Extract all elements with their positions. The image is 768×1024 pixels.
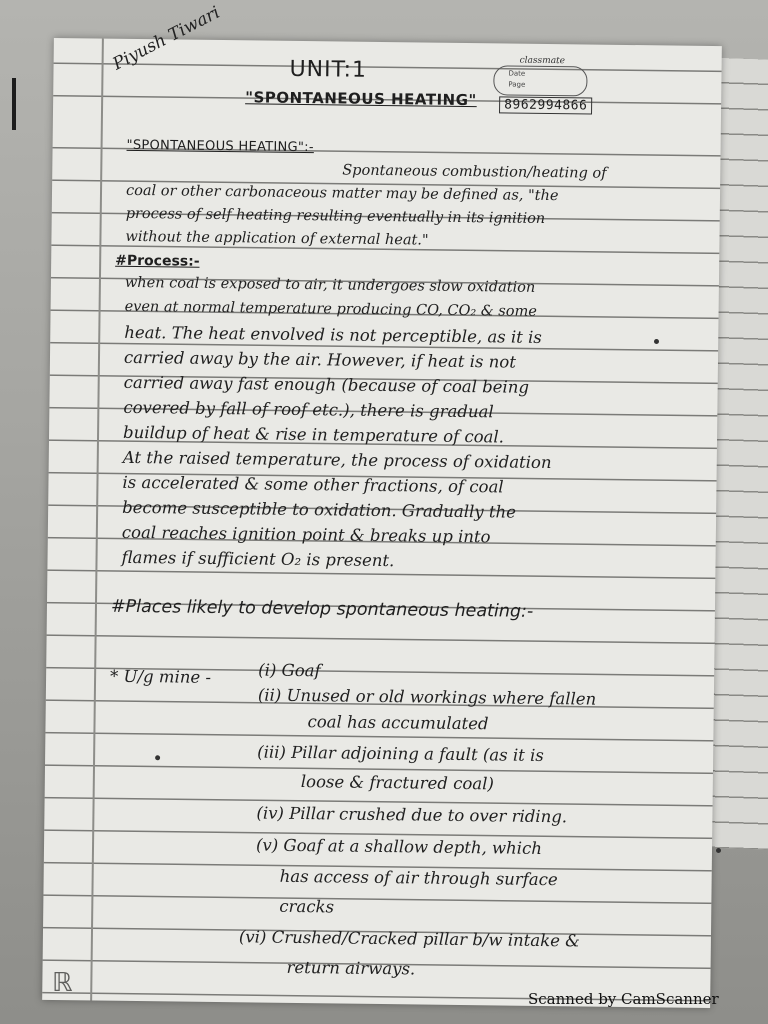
camscanner-logo-icon: ℝ xyxy=(52,968,73,998)
places-item: has access of air through surface xyxy=(279,866,558,890)
unit-heading: UNIT:1 xyxy=(289,56,368,83)
process-line: buildup of heat & rise in temperature of coal. xyxy=(122,422,505,447)
notebook-page xyxy=(42,2,722,1008)
notebook-spine-mark xyxy=(12,78,16,130)
process-line: carried away fast enough (because of coal being xyxy=(123,372,530,397)
underground-mine-label: * U/g mine - xyxy=(109,666,212,687)
places-item: (iv) Pillar crushed due to over riding. xyxy=(256,803,568,827)
process-line: is accelerated & some other fractions, of coal xyxy=(122,472,504,497)
places-item: (v) Goaf at a shallow depth, which xyxy=(255,835,543,858)
definition-line: coal or other carbonaceous matter may be defined as, "the xyxy=(125,182,559,205)
process-line: become susceptible to oxidation. Gradually the xyxy=(122,497,517,522)
process-line: even at normal temperature producing CO, CO₂ & some xyxy=(124,298,537,320)
page-margin-line xyxy=(90,39,103,1001)
definition-line: process of self heating resulting eventually in its ignition xyxy=(125,205,546,227)
definition-line: Spontaneous combustion/heating of xyxy=(342,162,607,182)
process-line: At the raised temperature, the process of oxidation xyxy=(122,447,552,473)
date-label: Date xyxy=(508,69,526,78)
notebook-brand: classmate xyxy=(519,55,566,67)
process-line: carried away by the air. However, if heat is not xyxy=(123,347,517,372)
process-line: heat. The heat envolved is not perceptible, as it is xyxy=(124,322,542,347)
scanner-watermark-text: Scanned by CamScanner xyxy=(528,990,719,1008)
process-heading: #Process:- xyxy=(115,252,200,270)
places-item: cracks xyxy=(279,896,335,917)
author-signature: Piyush Tiwari xyxy=(109,2,224,75)
section-heading-spontaneous-heating: "SPONTANEOUS HEATING":- xyxy=(126,137,315,156)
page-label: Page xyxy=(508,80,526,89)
places-heading: #Places likely to develop spontaneous heating:- xyxy=(110,596,534,622)
places-item: (ii) Unused or old workings where fallen xyxy=(257,685,597,709)
process-line: when coal is exposed to air, it undergoes slow oxidation xyxy=(124,274,536,296)
places-item: (vi) Crushed/Cracked pillar b/w intake & xyxy=(238,927,580,951)
places-item: return airways. xyxy=(286,957,416,979)
page-title: "SPONTANEOUS HEATING" xyxy=(245,88,477,110)
places-item: coal has accumulated xyxy=(307,712,489,734)
date-page-box xyxy=(493,65,587,96)
ink-dot xyxy=(155,755,160,760)
phone-number: 8962994866 xyxy=(499,96,592,114)
ink-dot xyxy=(716,848,721,853)
process-line: covered by fall of roof etc.), there is gradual xyxy=(123,397,494,422)
places-item: (i) Goaf xyxy=(258,660,321,681)
process-line: flames if sufficient O₂ is present. xyxy=(121,547,395,571)
ink-dot xyxy=(654,339,659,344)
places-item: (iii) Pillar adjoining a fault (as it is xyxy=(257,742,544,765)
places-item: loose & fractured coal) xyxy=(300,772,495,794)
process-line: coal reaches ignition point & breaks up into xyxy=(121,522,491,547)
definition-line: without the application of external heat." xyxy=(125,228,429,249)
